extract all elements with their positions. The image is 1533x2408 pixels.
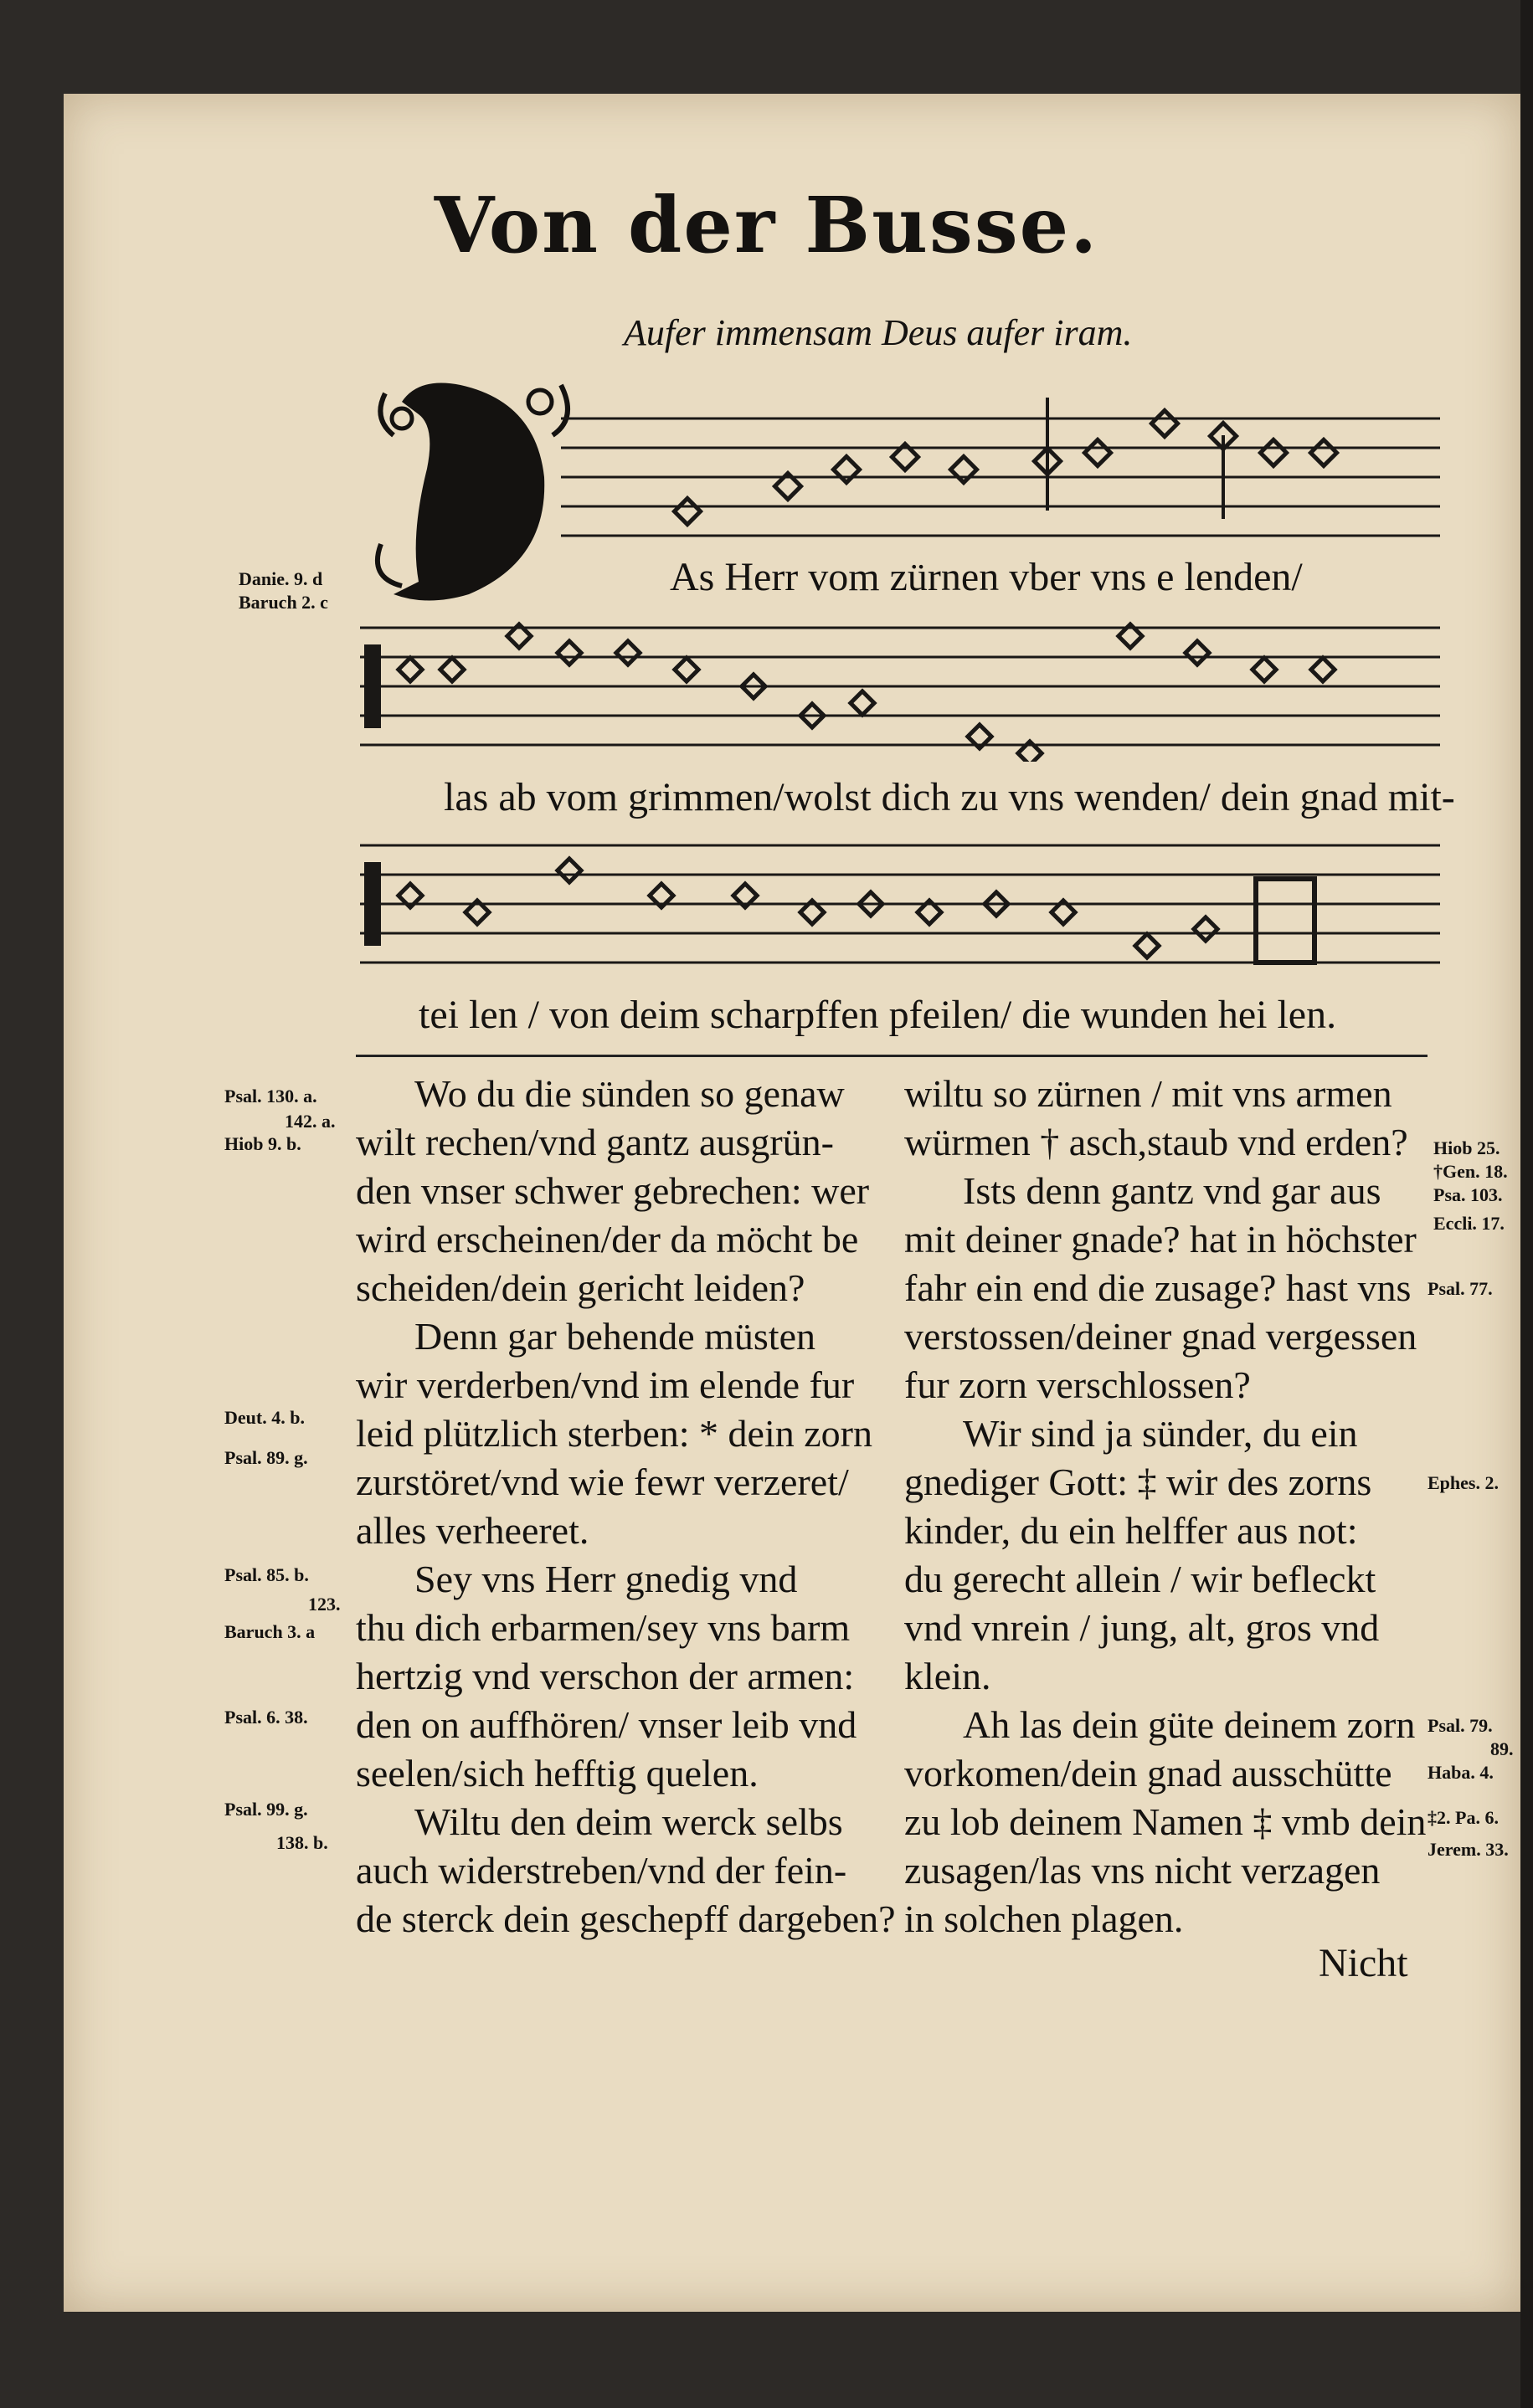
margin-note: 142. a. bbox=[285, 1111, 336, 1132]
text-line: kinder, du ein helffer aus not: bbox=[904, 1509, 1358, 1552]
margin-note: Hiob 25. bbox=[1433, 1137, 1500, 1158]
text-line: wilt rechen/vnd gantz ausgrün- bbox=[356, 1121, 834, 1163]
text-line: Wir sind ja sünder, du ein bbox=[963, 1412, 1358, 1455]
page-edge-shadow bbox=[1520, 0, 1533, 2408]
text-line: Wiltu den deim werck selbs bbox=[414, 1800, 843, 1843]
lyric-line-2: las ab vom grimmen/wolst dich zu vns wenden/ dein gnad mit- bbox=[444, 775, 1455, 819]
text-line: Ists denn gantz vnd gar aus bbox=[963, 1169, 1381, 1212]
text-line: fur zorn verschlossen? bbox=[904, 1363, 1251, 1406]
catchword: Nicht bbox=[1319, 1941, 1408, 1985]
margin-note: Eccli. 17. bbox=[1433, 1213, 1505, 1234]
text-line: in solchen plagen. bbox=[904, 1897, 1184, 1940]
margin-note: Psal. 89. g. bbox=[224, 1447, 308, 1468]
text-line: mit deiner gnade? hat in höchster bbox=[904, 1218, 1417, 1260]
margin-note: Haba. 4. bbox=[1428, 1762, 1494, 1783]
text-line: alles verheeret. bbox=[356, 1509, 589, 1552]
text-line: vnd vnrein / jung, alt, gros vnd bbox=[904, 1606, 1380, 1649]
margin-note: Psal. 130. a. bbox=[224, 1086, 317, 1106]
text-line: de sterck dein geschepff dargeben? bbox=[356, 1897, 896, 1940]
margin-note: Baruch 2. c bbox=[239, 592, 328, 613]
margin-note: Deut. 4. b. bbox=[224, 1407, 305, 1428]
text-line: fahr ein end die zusage? hast vns bbox=[904, 1266, 1412, 1309]
text-line: Ah las dein güte deinem zorn bbox=[963, 1703, 1416, 1746]
text-line: verstossen/deiner gnad vergessen bbox=[904, 1315, 1417, 1358]
text-line: du gerecht allein / wir befleckt bbox=[904, 1558, 1376, 1600]
margin-note: 138. b. bbox=[276, 1832, 328, 1853]
text-line: zurstöret/vnd wie fewr verzeret/ bbox=[356, 1461, 849, 1503]
lyric-line-1: As Herr vom zürnen vber vns e lenden/ bbox=[670, 555, 1303, 599]
margin-note: 123. bbox=[308, 1594, 341, 1615]
margin-note: †Gen. 18. bbox=[1433, 1161, 1508, 1182]
text-line: scheiden/dein gericht leiden? bbox=[356, 1266, 805, 1309]
margin-note: Psal. 85. b. bbox=[224, 1564, 309, 1585]
text-line: zu lob deinem Namen ‡ vmb dein bbox=[904, 1800, 1427, 1843]
section-divider bbox=[356, 1055, 1428, 1057]
music-staff-1 bbox=[352, 393, 1440, 552]
text-line: den on auffhören/ vnser leib vnd bbox=[356, 1703, 857, 1746]
lyric-line-3: tei len / von deim scharpffen pfeilen/ die wunden hei len. bbox=[419, 993, 1337, 1037]
margin-note: Baruch 3. a bbox=[224, 1621, 316, 1642]
text-line: auch widerstreben/vnd der fein- bbox=[356, 1849, 847, 1892]
text-line: Wo du die sünden so genaw bbox=[414, 1072, 845, 1115]
margin-note: Danie. 9. d bbox=[239, 568, 323, 589]
text-line: Sey vns Herr gnedig vnd bbox=[414, 1558, 798, 1600]
margin-note: Psal. 6. 38. bbox=[224, 1707, 308, 1728]
text-line: zusagen/las vns nicht verzagen bbox=[904, 1849, 1381, 1892]
text-line: wiltu so zürnen / mit vns armen bbox=[904, 1072, 1392, 1115]
page-heading: Von der Busse. bbox=[434, 180, 1099, 270]
text-line: Denn gar behende müsten bbox=[414, 1315, 816, 1358]
text-line: vorkomen/dein gnad ausschütte bbox=[904, 1752, 1392, 1794]
margin-note: Hiob 9. b. bbox=[224, 1133, 301, 1154]
margin-note: Psal. 99. g. bbox=[224, 1799, 308, 1820]
music-staff-2 bbox=[352, 611, 1440, 762]
text-line: seelen/sich hefftig quelen. bbox=[356, 1752, 759, 1794]
margin-note: ‡2. Pa. 6. bbox=[1428, 1807, 1499, 1828]
margin-note: Psal. 79. bbox=[1428, 1715, 1493, 1736]
margin-note: Psa. 103. bbox=[1433, 1184, 1503, 1205]
text-line: leid plützlich sterben: * dein zorn bbox=[356, 1412, 872, 1455]
text-line: thu dich erbarmen/sey vns barm bbox=[356, 1606, 851, 1649]
text-line: wir verderben/vnd im elende fur bbox=[356, 1363, 855, 1406]
latin-title: Aufer immensam Deus aufer iram. bbox=[624, 312, 1133, 353]
text-line: klein. bbox=[904, 1655, 991, 1697]
text-line: gnediger Gott: ‡ wir des zorns bbox=[904, 1461, 1372, 1503]
margin-note: Ephes. 2. bbox=[1428, 1472, 1499, 1493]
margin-note: Psal. 77. bbox=[1428, 1278, 1493, 1299]
margin-note: Jerem. 33. bbox=[1428, 1839, 1509, 1860]
text-line: hertzig vnd verschon der armen: bbox=[356, 1655, 855, 1697]
left-text-column bbox=[356, 1070, 896, 1943]
text-line: wird erscheinen/der da möcht be bbox=[356, 1218, 859, 1260]
text-line: den vnser schwer gebrechen: wer bbox=[356, 1169, 870, 1212]
music-staff-3 bbox=[352, 829, 1440, 979]
text-line: würmen † asch,staub vnd erden? bbox=[904, 1121, 1408, 1163]
right-text-column bbox=[904, 1070, 1427, 1943]
margin-note: 89. bbox=[1490, 1738, 1514, 1759]
